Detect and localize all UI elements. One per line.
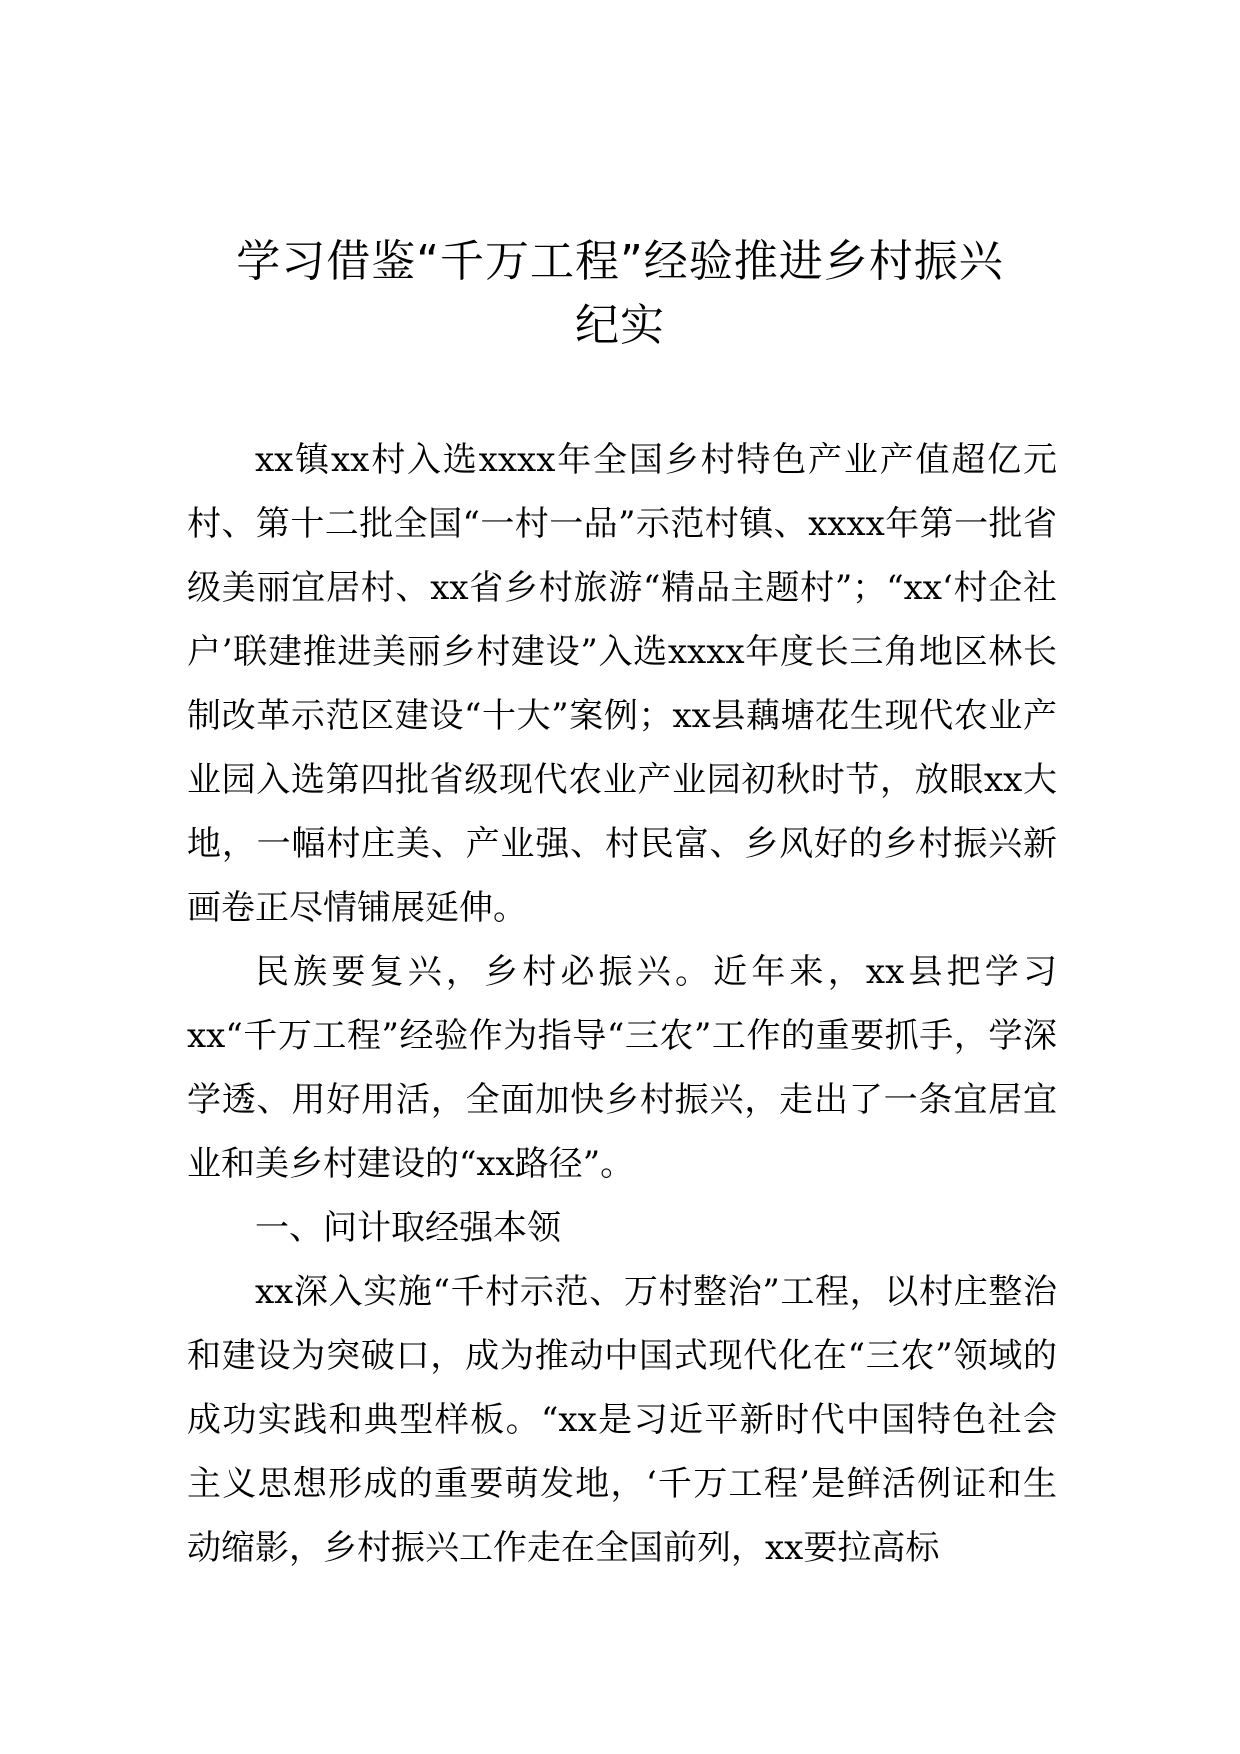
- title-line-1: 学习借鉴“千万工程”经验推进乡村振兴: [236, 236, 1004, 287]
- paragraph-section-1: xx深入实施“千村示范、万村整治”工程，以村庄整治和建设为突破口，成为推动中国式现代化在“三农”领域的成功实践和典型样板。“xx是习近平新时代中国特色社会主义思想形成的重要萌发地，‘千万工程’是鲜活例证和生动缩影，乡村振兴工作走在全国前列，xx要拉高标: [187, 1272, 1057, 1568]
- document-body: [187, 428, 1057, 1580]
- paragraph-intro: xx镇xx村入选xxxx年全国乡村特色产业产值超亿元村、第十二批全国“一村一品”示范村镇、xxxx年第一批省级美丽宜居村、xx省乡村旅游“精品主题村”；“xx‘村企社户’联建推进美丽乡村建设”入选xxxx年度长三角地区林长制改革示范区建设“十大”案例；xx县藕塘花生现代农业产业园入选第四批省级现代农业产业园初秋时节，放眼xx大地，一幅村庄美、产业强、村民富、乡风好的乡村振兴新画卷正尽情铺展延伸。: [187, 440, 1057, 928]
- section-heading-1: 一、问计取经强本领: [255, 1208, 561, 1248]
- document-title: [140, 230, 1100, 358]
- paragraph-rejuvenation: 民族要复兴，乡村必振兴。近年来，xx县把学习xx“千万工程”经验作为指导“三农”工作的重要抓手，学深学透、用好用活，全面加快乡村振兴，走出了一条宜居宜业和美乡村建设的“xx路径”。: [187, 952, 1057, 1184]
- title-line-2: 纪实: [575, 300, 665, 351]
